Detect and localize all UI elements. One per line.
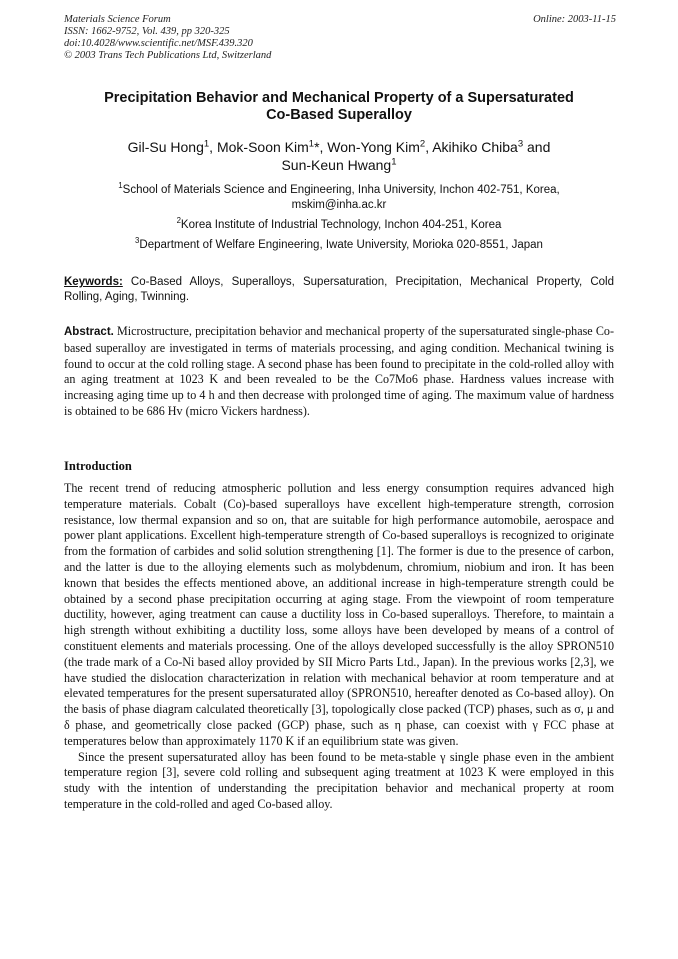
email: mskim@inha.ac.kr	[291, 199, 387, 211]
affiliation-line	[64, 183, 614, 198]
affiliation-text: Department of Welfare Engineering, Iwate University, Morioka 020-8551, Japan	[139, 239, 543, 251]
issn-line: ISSN: 1662-9752, Vol. 439, pp 320-325	[64, 26, 230, 37]
separator: ,	[209, 139, 217, 155]
keywords-section	[64, 275, 614, 304]
copyright-line: © 2003 Trans Tech Publications Ltd, Switzerland	[64, 50, 272, 61]
affiliation-text: Korea Institute of Industrial Technology, Inchon 404-251, Korea	[180, 219, 502, 231]
title-line-2: Co-Based Superalloy	[266, 107, 412, 123]
author-line-1	[64, 138, 614, 156]
separator: ,	[425, 139, 433, 155]
paragraph: Since the present supersaturated alloy has been found to be meta-stable γ single phase even in the ambient temperature region [3], severe cold rolling and subsequent aging treatment at 1023 K were employed in this study with the intention of understanding the precipitation behavior and mechanical property at room temperature in the cold-rolled and aged Co-based alloy.	[64, 749, 614, 811]
paragraph: The recent trend of reducing atmospheric pollution and less energy consumption requires advanced high temperature materials. Cobalt (Co)-based superalloys have excellent high-temperature strength, corrosion resistance, low thermal expansion and so on, that are suitable for high performance automobile, aerospace and power plant applications. Excellent high-temperature strength of Co-based superalloys is recognized to originate from the formation of carbides and solid solution strengthening [1]. The former is due to the presence of carbon, and the latter is due to the alloying elements such as molybdenum, chromium, niobium and iron. It has been known that besides the effects mentioned above, an additional increase in high-temperature strength could be obtained by a second phase precipitation occurring at aging stage. From the viewpoint of room temperature ductility, however, aging treatment can cause a ductility loss in Co-based superalloys. Therefore, to maintain a high strength without exhibiting a ductility loss, some alloys have been developed by means of a control of constituent elements and materials processing. One of the alloys developed successfully is the alloy SPRON510 (the trade mark of a Co-Ni based alloy provided by SII Micro Parts Ltd., Japan). In the previous works [2,3], we have studied the dislocation characterization in relation with mechanical behavior at room temperature and at elevated temperatures for the present supersaturated alloy (SPRON510, hereafter denoted as Co-based alloy). On the basis of phase diagram calculated theoretically [3], topologically close packed (TCP) phases, such as σ, μ and δ phase, and geometrically close packed (GCP) phase, such as η phase, can coexist with γ FCC phase at temperatures below than approximately 1170 K if an equilibrium state was given.	[64, 481, 614, 748]
title-line-1: Precipitation Behavior and Mechanical Property of a Supersaturated	[104, 90, 574, 106]
author-name: Akihiko Chiba	[432, 139, 518, 155]
abstract-text: Microstructure, precipitation behavior and mechanical property of the supersaturated single-phase Co-based superalloy are investigated in terms of materials processing, and aging condition. Mechanical twining is found to occur at the cold rolling stage. A second phase has been found to precipitate in the cold-rolled alloy with an aging treatment at 1023 K and been revealed to be the Co7Mo6 phase. Hardness values increase with increasing aging time up to 4 h and then decrease with prolonged time of aging. The maximum value of hardness is obtained to be 686 Hv (micro Vickers hardness).	[64, 324, 614, 418]
online-date: Online: 2003-11-15	[533, 14, 616, 25]
introduction-heading: Introduction	[64, 459, 132, 473]
conjunction: and	[523, 139, 551, 155]
affiliation-mark: 1	[308, 138, 315, 150]
author-name: Won-Yong Kim	[327, 139, 420, 155]
keywords-label: Keywords:	[64, 276, 123, 288]
author-name: Gil-Su Hong	[127, 139, 204, 155]
affiliation-1	[64, 183, 614, 213]
keywords-text: Co-Based Alloys, Superalloys, Supersaturation, Precipitation, Mechanical Property, Cold Rolling, Aging, Twinning.	[64, 276, 614, 303]
affiliation-mark: 1	[391, 156, 397, 168]
paper-title	[64, 90, 614, 124]
author-name: Sun-Keun Hwang	[281, 157, 392, 173]
affiliation-number: 2	[176, 216, 181, 226]
author-line-2	[64, 156, 614, 174]
affiliation-number: 1	[118, 181, 123, 191]
author-name: Mok-Soon Kim	[216, 139, 309, 155]
affiliation-text: School of Materials Science and Engineering, Inha University, Inchon 402-751, Korea,	[122, 184, 560, 196]
affiliation-mark: 2	[419, 138, 426, 150]
affiliation-number: 3	[135, 236, 140, 246]
journal-header	[64, 14, 271, 62]
abstract-label: Abstract.	[64, 326, 114, 338]
affiliation-2	[64, 218, 614, 233]
abstract-section	[64, 324, 614, 420]
introduction-body	[64, 481, 614, 813]
author-list	[64, 138, 614, 174]
affiliation-mark: 3	[517, 138, 524, 150]
journal-name: Materials Science Forum	[64, 14, 171, 25]
doi-line: doi:10.4028/www.scientific.net/MSF.439.320	[64, 38, 253, 49]
affiliation-mark: 1	[203, 138, 210, 150]
corresponding-mark: *	[314, 139, 320, 155]
affiliation-3	[64, 238, 614, 253]
separator: ,	[319, 139, 328, 155]
